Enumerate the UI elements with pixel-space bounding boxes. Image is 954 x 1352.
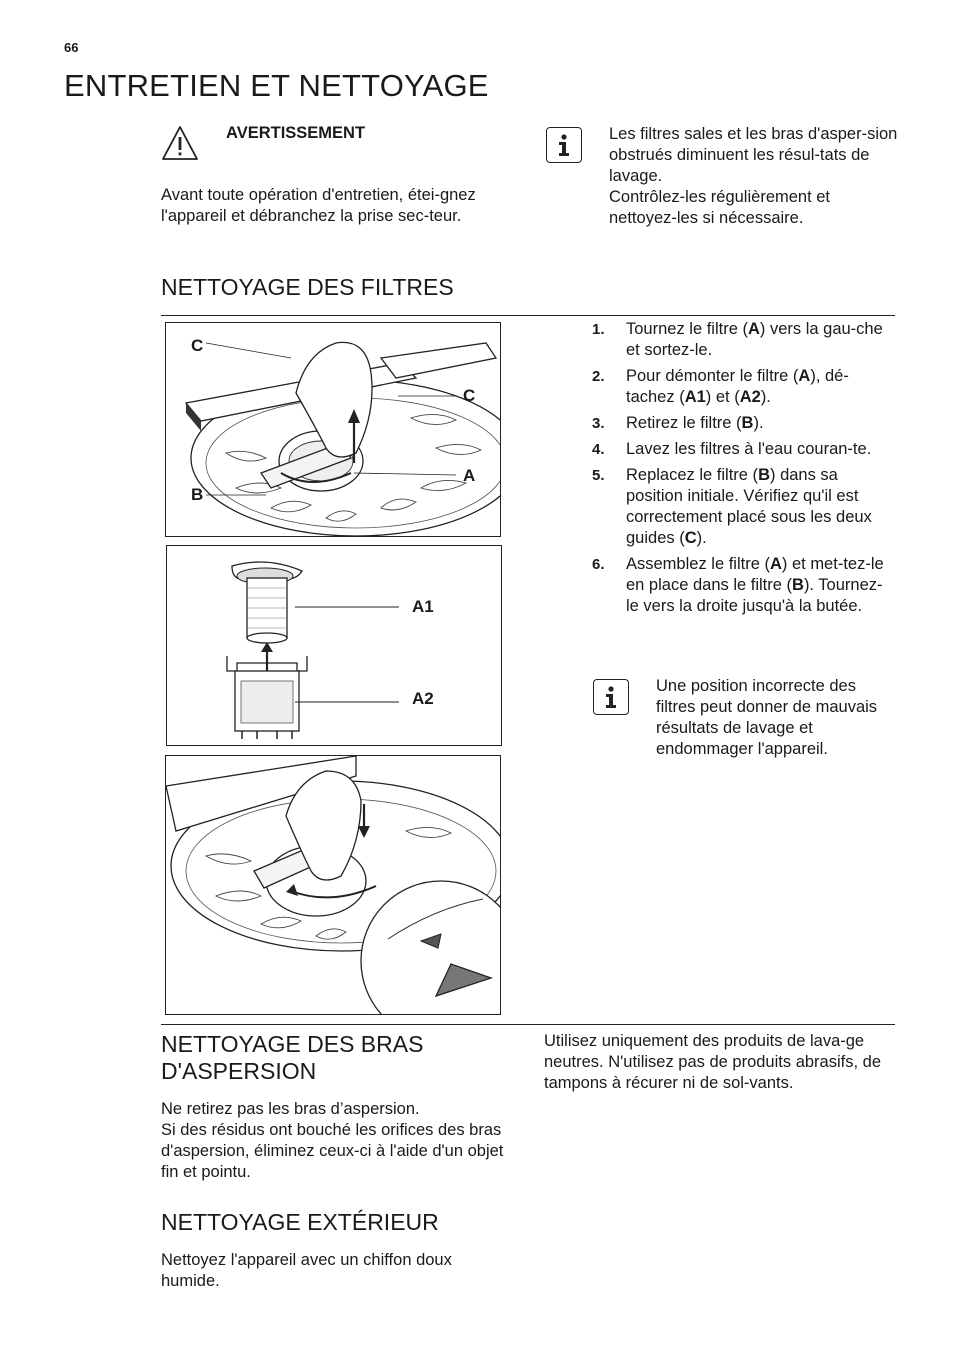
step-number: 5. bbox=[592, 467, 605, 484]
step-number: 4. bbox=[592, 441, 605, 458]
step-text: Tournez le filtre (A) vers la gau-che et sortez-le. bbox=[626, 320, 883, 359]
step-item bbox=[592, 413, 892, 434]
warning-text: Avant toute opération d'entretien, étei-gnez l'appareil et débranchez la prise sec-teur. bbox=[161, 186, 476, 225]
step-number: 3. bbox=[592, 415, 605, 432]
section-divider bbox=[161, 315, 895, 316]
step-item bbox=[592, 465, 892, 549]
info-top-line2: Contrôlez-les régulièrement et nettoyez-les si nécessaire. bbox=[609, 188, 831, 227]
figure-label-a2: A2 bbox=[412, 689, 434, 708]
section-heading-filters: NETTOYAGE DES FILTRES bbox=[161, 274, 454, 300]
step-item bbox=[592, 366, 892, 408]
spray-line1: Ne retirez pas les bras d’aspersion. bbox=[161, 1100, 420, 1118]
step-number: 6. bbox=[592, 556, 605, 573]
section-heading-exterior: NETTOYAGE EXTÉRIEUR bbox=[161, 1209, 439, 1235]
filters-info-text: Une position incorrecte des filtres peut donner de mauvais résultats de lavage et endommager l'appareil. bbox=[656, 677, 878, 758]
figure-label-b: B bbox=[191, 485, 204, 504]
step-text: Lavez les filtres à l'eau couran-te. bbox=[626, 440, 872, 458]
step-text: Replacez le filtre (B) dans sa position initiale. Vérifiez qu'il est correctement placé sous les deux guides (C). bbox=[626, 466, 872, 547]
figure-filter-parts bbox=[166, 545, 502, 746]
page-number: 66 bbox=[64, 40, 79, 55]
step-text: Assemblez le filtre (A) et met-tez-le en place dans le filtre (B). Tournez-le vers la droite jusqu'à la butée. bbox=[626, 555, 884, 615]
section-heading-spray-arms bbox=[161, 1031, 423, 1085]
steps-list bbox=[592, 319, 892, 622]
figure-label-c2: C bbox=[463, 386, 476, 405]
section-divider bbox=[161, 1024, 895, 1025]
exterior-text: Nettoyez l'appareil avec un chiffon doux humide. bbox=[161, 1251, 452, 1290]
info-top-line1: Les filtres sales et les bras d'asper-sion obstrués diminuent les résul-tats de lavage. bbox=[609, 125, 898, 185]
step-text: Retirez le filtre (B). bbox=[626, 414, 764, 432]
step-number: 1. bbox=[592, 321, 605, 338]
spray-arms-text bbox=[161, 1099, 513, 1183]
spray-heading-line2: D'ASPERSION bbox=[161, 1058, 317, 1084]
step-item bbox=[592, 554, 892, 617]
figure-label-a1: A1 bbox=[412, 597, 434, 616]
figure-filter-removal bbox=[165, 322, 501, 537]
step-item bbox=[592, 319, 892, 361]
info-top-text bbox=[609, 124, 899, 229]
info-icon bbox=[546, 127, 582, 163]
figure-label-a: A bbox=[463, 466, 476, 485]
spray-arms-right-text: Utilisez uniquement des produits de lava-ge neutres. N'utilisez pas de produits abrasifs, de tampons à récurer ni de sol-vants. bbox=[544, 1032, 881, 1092]
page-title: ENTRETIEN ET NETTOYAGE bbox=[64, 68, 489, 103]
spray-heading-line1: NETTOYAGE DES BRAS bbox=[161, 1031, 424, 1057]
info-icon bbox=[593, 679, 629, 715]
step-item bbox=[592, 439, 892, 460]
step-number: 2. bbox=[592, 368, 605, 385]
figure-label-c1: C bbox=[191, 336, 204, 355]
figure-filter-reinstall bbox=[165, 755, 501, 1015]
warning-icon bbox=[160, 124, 200, 167]
step-text: Pour démonter le filtre (A), dé-tachez (A1) et (A2). bbox=[626, 367, 849, 406]
warning-title: AVERTISSEMENT bbox=[226, 124, 366, 142]
spray-line2: Si des résidus ont bouché les orifices des bras d'aspersion, éliminez ceux-ci à l'aide d'un objet fin et pointu. bbox=[161, 1121, 504, 1181]
